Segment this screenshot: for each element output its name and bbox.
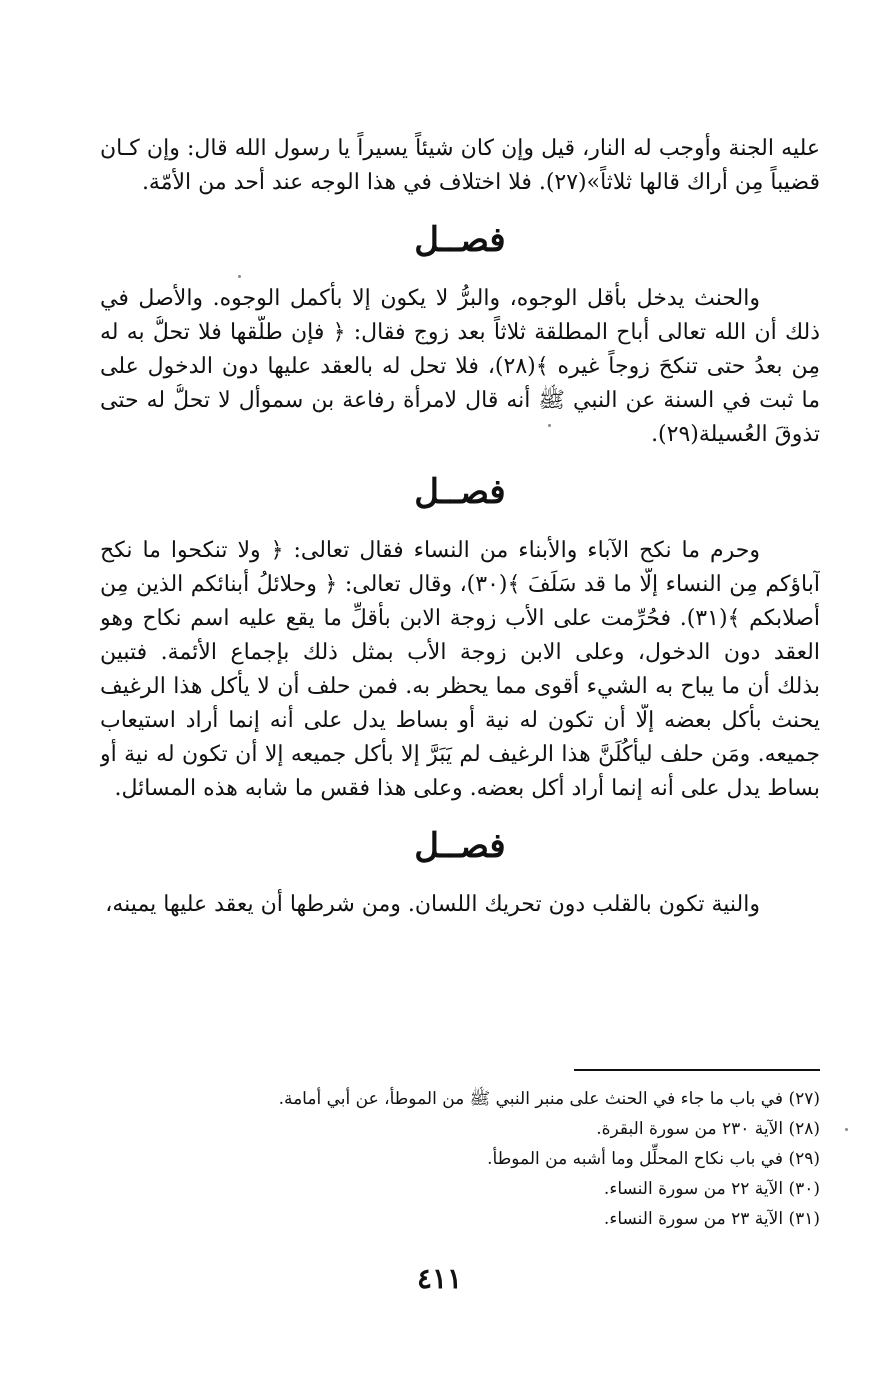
- text-line: والنية تكون بالقلب دون تحريك اللسان. ومن شرطها أن يعقد عليها يمينه،: [105, 892, 760, 917]
- footnote: (٣١) الآية ٢٣ من سورة النساء.: [603, 1209, 820, 1229]
- scan-speck: [845, 1128, 848, 1131]
- paragraph-oath-breaking: [100, 282, 820, 452]
- page-body: [100, 132, 820, 922]
- text-line: مِن بعدُ حتى تنكحَ زوجاً غيره ﴾(٢٨)، فلا تحل له بالعقد عليها دون الدخول على: [100, 354, 820, 379]
- text-line: العقد دون الدخول، وعلى الابن زوجة الأب بمثل ذلك بإجماع الأئمة. فتبين: [100, 640, 820, 665]
- text-line: بساط يدل على أنه إنما أراد أكل بعضه. وعلى هذا فقس ما شابه هذه المسائل.: [114, 776, 820, 801]
- text-line: قضيباً مِن أراك قالها ثلاثاً»(٢٧). فلا اختلاف في هذا الوجه عند أحد من الأمّة.: [141, 170, 820, 195]
- scan-speck: [238, 275, 241, 278]
- text-line: جميعه. ومَن حلف ليأكُلَنَّ هذا الرغيف لم يَبَرَّ إلا بأكل جميعه إلا أن تكون له نية أو: [100, 742, 820, 767]
- footnote: (٣٠) الآية ٢٢ من سورة النساء.: [603, 1179, 820, 1199]
- text-line: بذلك أن ما يباح به الشيء أقوى مما يحظر به. فمن حلف أن لا يأكل هذا الرغيف: [100, 674, 820, 699]
- text-line: يحنث بأكل بعضه إلّا أن تكون له نية أو بساط يدل على أنه إنما أراد استيعاب: [100, 708, 820, 733]
- page-number: ٤١١: [416, 1262, 463, 1295]
- text-line: وحرم ما نكح الآباء والأبناء من النساء فقال تعالى: ﴿ ولا تنكحوا ما نكح: [100, 538, 760, 563]
- paragraph-continuation: [100, 132, 820, 200]
- text-line: والحنث يدخل بأقل الوجوه، والبرُّ لا يكون إلا بأكمل الوجوه. والأصل في: [100, 286, 760, 311]
- text-line: أصلابكم ﴾(٣١). فحُرِّمت على الأب زوجة الابن بأقلِّ ما يقع عليه اسم نكاح وهو: [100, 606, 820, 631]
- scan-speck: [548, 424, 551, 427]
- paragraph-intention: [100, 888, 820, 922]
- text-line: تذوقَ العُسيلة(٢٩).: [651, 422, 820, 447]
- paragraph-prohibition: [100, 534, 820, 806]
- footnotes: [100, 1084, 820, 1234]
- footnote-divider: [574, 1069, 820, 1071]
- footnote: (٢٩) في باب نكاح المحلِّل وما أشبه من الموطأ.: [487, 1149, 820, 1169]
- footnote: (٢٨) الآية ٢٣٠ من سورة البقرة.: [596, 1119, 820, 1139]
- text-line: عليه الجنة وأوجب له النار، قيل وإن كان شيئاً يسيراً يا رسول الله قال: وإن كـان: [100, 136, 820, 161]
- text-line: ما ثبت في السنة عن النبي ﷺ أنه قال لامرأة رفاعة بن سموأل لا تحلُّ له حتى: [100, 388, 820, 413]
- section-heading: فصــل: [414, 472, 506, 512]
- footnote: (٢٧) في باب ما جاء في الحنث على منبر النبي ﷺ من الموطأ، عن أبي أمامة.: [278, 1089, 820, 1109]
- section-heading: فصــل: [414, 220, 506, 260]
- section-heading: فصــل: [414, 826, 506, 866]
- text-line: ذلك أن الله تعالى أباح المطلقة ثلاثاً بعد زوج فقال: ﴿ فإن طلّقها فلا تحلُّ به له: [100, 320, 820, 345]
- text-line: آباؤكم مِن النساء إلّا ما قد سَلَفَ ﴾(٣٠)، وقال تعالى: ﴿ وحلائلُ أبنائكم الذين مِن: [100, 572, 820, 597]
